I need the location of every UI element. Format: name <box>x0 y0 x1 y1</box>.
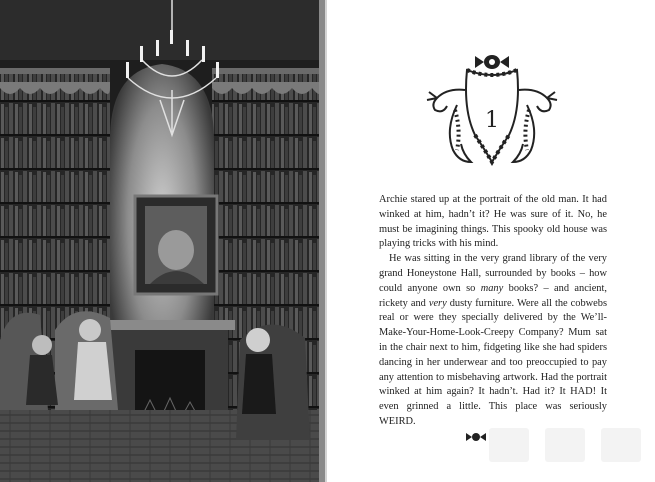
library-illustration <box>0 0 319 482</box>
faded-control-3[interactable] <box>601 428 641 462</box>
text-page <box>327 0 655 482</box>
paragraph-1: Archie stared up at the portrait of the old man. It had winked at him, hadn’t it? He was sure of it. No, he must be imagining things. This spooky old house was playing tricks with his mind. <box>379 194 607 250</box>
right-dragon-icon <box>513 90 557 162</box>
chapter-number: 1 <box>485 108 499 133</box>
candy-left-icon <box>466 432 486 442</box>
paragraph-2-part-2: books? – and ancient, rickety and <box>379 282 607 309</box>
paragraph-2-part-3: dusty furniture. Were all the cobwebs real or were they specially delivered by the We’ll-Make-Your-Home-Look-Creepy Company? Mum sat in the chair next to him, fidgeting like she had spiders dancing in her underwear and too preoccupied to pay any attention to misbehaving artwork. Had the portrait winked at him again? It hadn’t. Had it? It HAD! It even grinned a little. This place was seriously WEIRD. <box>379 297 607 427</box>
emphasis-many: many <box>480 282 504 294</box>
emphasis-very: very <box>428 297 447 309</box>
chapter-body-text <box>379 193 607 430</box>
left-dragon-icon <box>427 90 471 162</box>
illustration-page <box>0 0 319 482</box>
paragraph-2 <box>379 252 607 430</box>
faded-control-2[interactable] <box>545 428 585 462</box>
faded-control-1[interactable] <box>489 428 529 462</box>
paragraph-2-part-1: He was sitting in the very grand library of the very grand Honeystone Hall, surrounded by books – how could anyone own so <box>379 253 607 294</box>
candy-icon <box>475 55 509 69</box>
